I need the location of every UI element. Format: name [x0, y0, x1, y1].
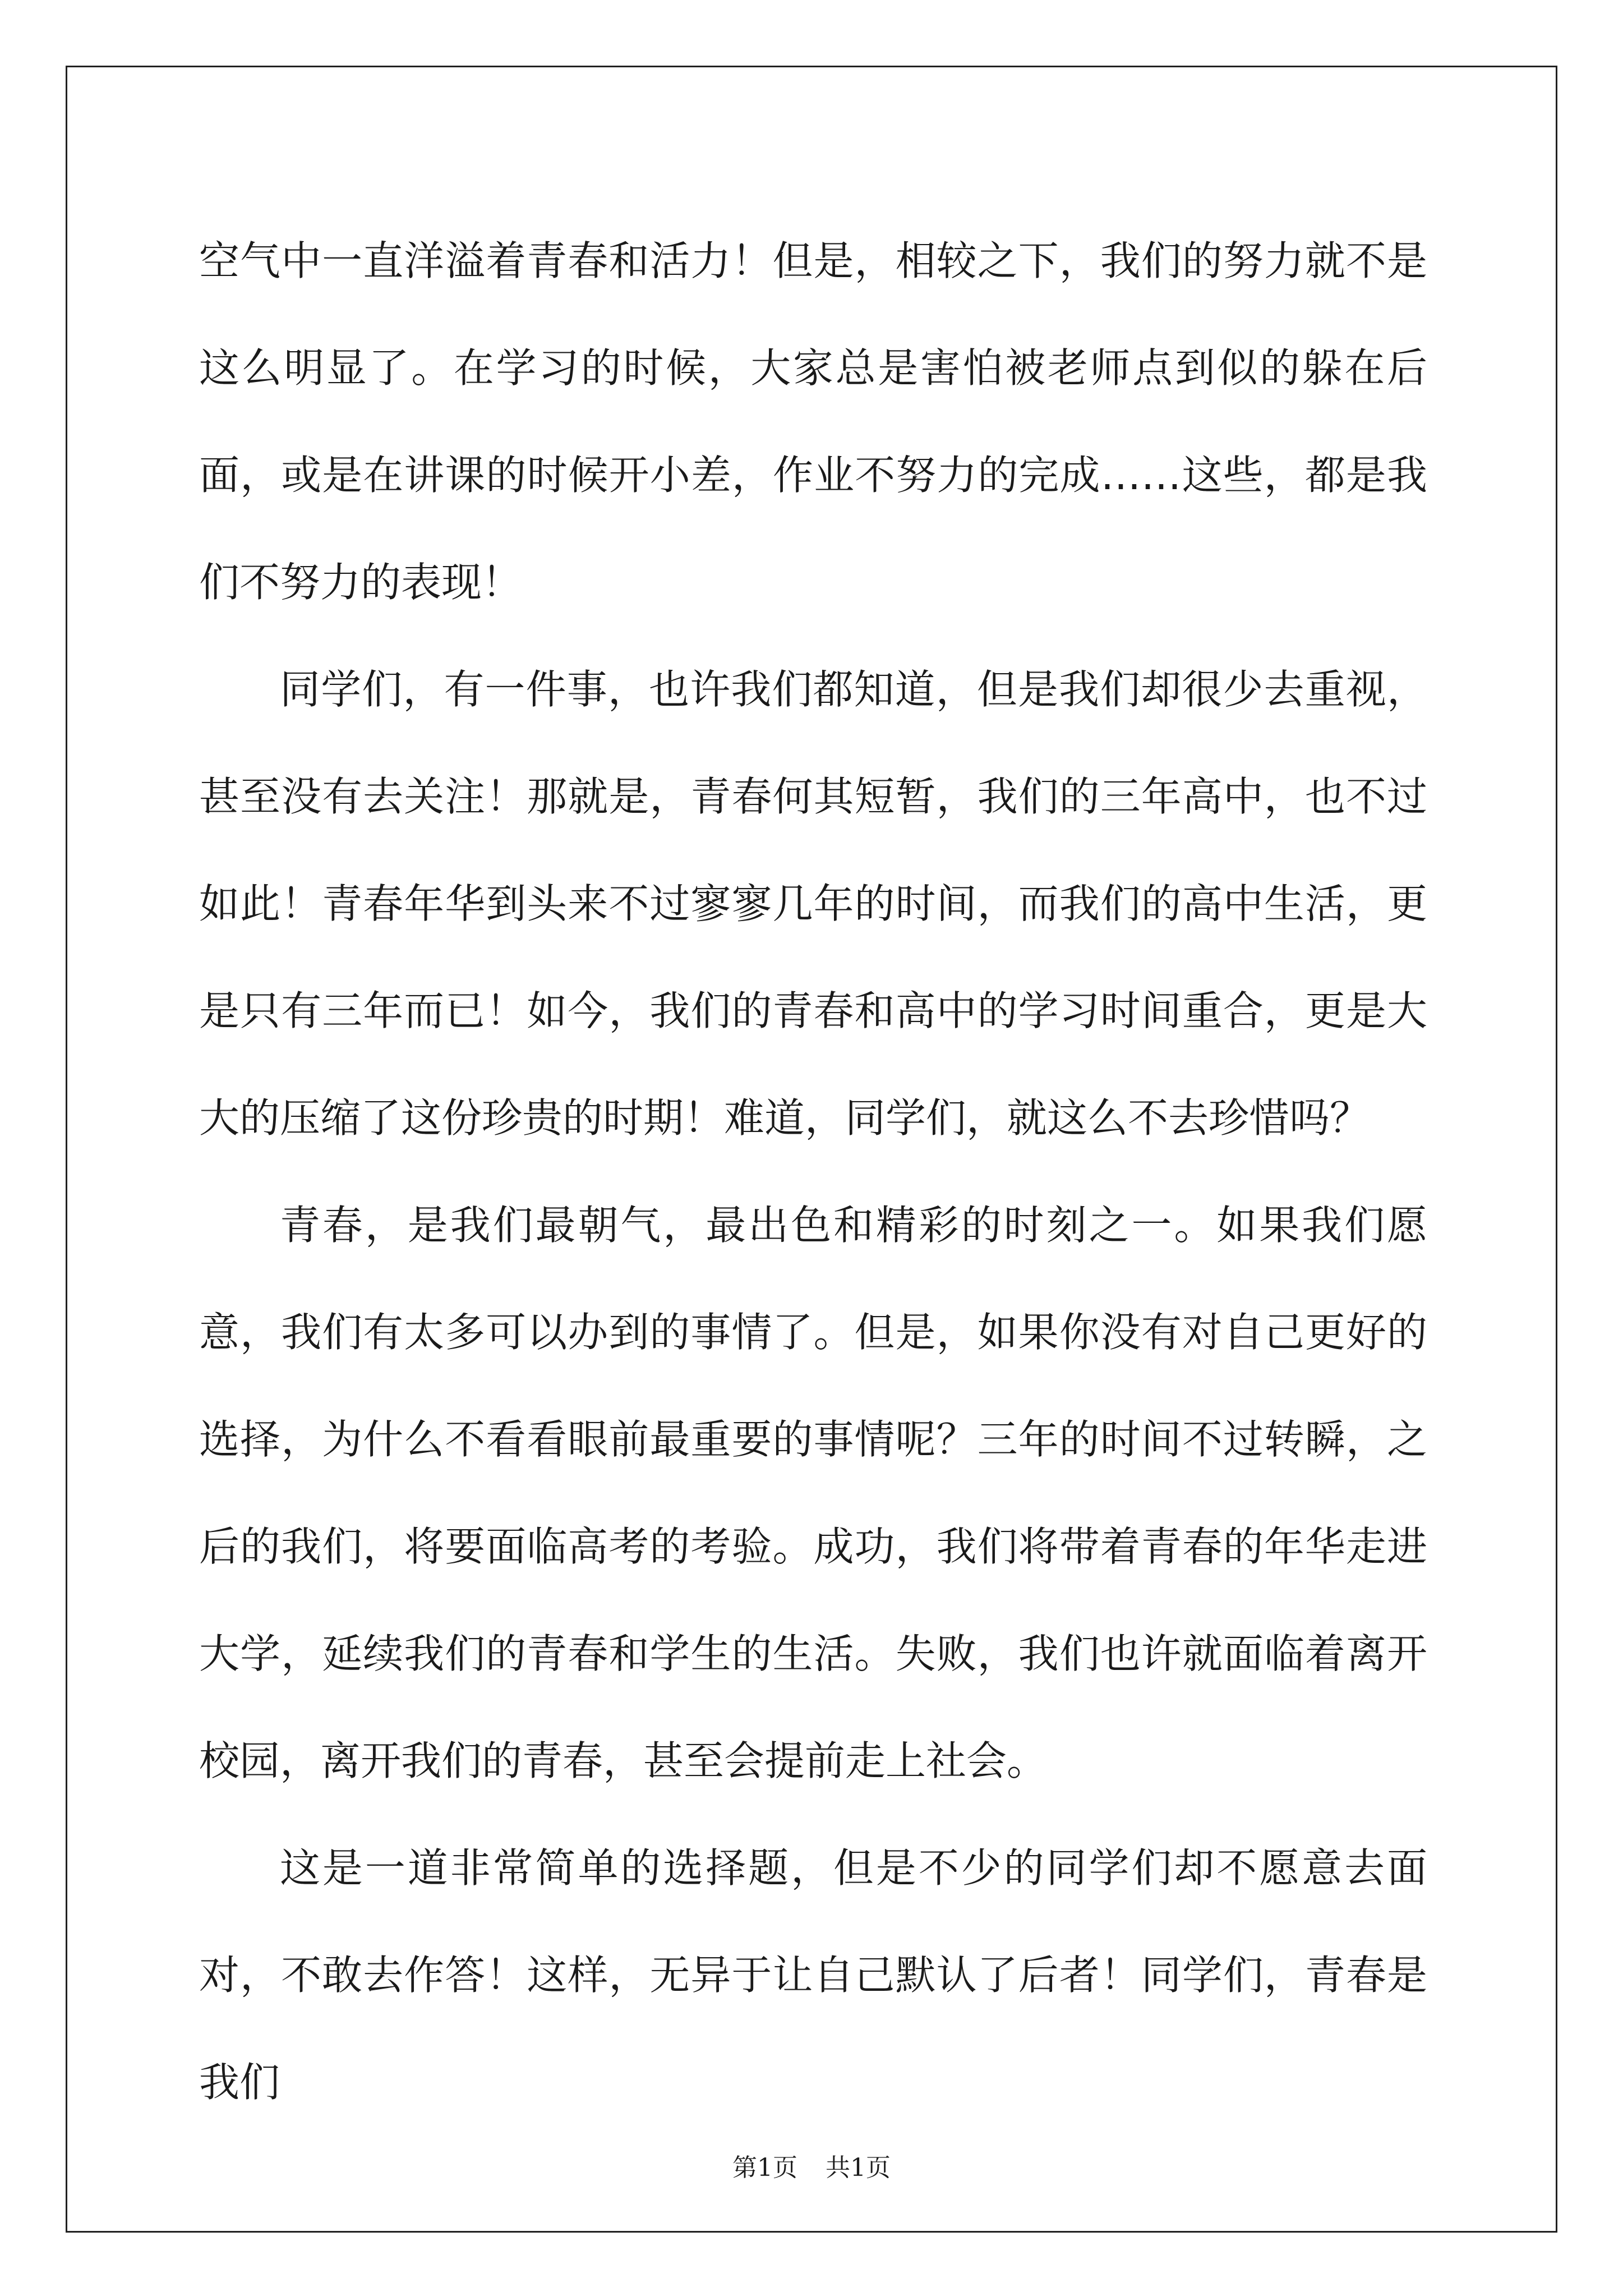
paragraph-2: 同学们，有一件事，也许我们都知道，但是我们却很少去重视，甚至没有去关注！那就是，青春何其短暂，我们的三年高中，也不过如此！青春年华到头来不过寥寥几年的时间，而我们的高中生活，更是只有三年而已！如今，我们的青春和高中的学习时间重合，更是大大的压缩了这份珍贵的时期！难道，同学们，就这么不去珍惜吗？ [199, 666, 1427, 1142]
document-body [199, 208, 1427, 2136]
paragraph-1: 空气中一直洋溢着青春和活力！但是，相较之下，我们的努力就不是这么明显了。在学习的时候，大家总是害怕被老师点到似的躲在后面，或是在讲课的时候开小差，作业不努力的完成……这些，都是我们不努力的表现！ [199, 237, 1427, 606]
paragraph-3: 青春，是我们最朝气，最出色和精彩的时刻之一。如果我们愿意，我们有太多可以办到的事情了。但是，如果你没有对自己更好的选择，为什么不看看眼前最重要的事情呢？三年的时间不过转瞬，之后的我们，将要面临高考的考验。成功，我们将带着青春的年华走进大学，延续我们的青春和学生的生活。失败，我们也许就面临着离开校园，离开我们的青春，甚至会提前走上社会。 [199, 1202, 1427, 1784]
page-number: 第1页 [732, 2154, 797, 2182]
page-total: 共1页 [826, 2154, 891, 2182]
paragraph-4: 这是一道非常简单的选择题，但是不少的同学们却不愿意去面对，不敢去作答！这样，无异于让自己默认了后者！同学们，青春是我们 [199, 1844, 1427, 2106]
page-footer [0, 2147, 1623, 2183]
